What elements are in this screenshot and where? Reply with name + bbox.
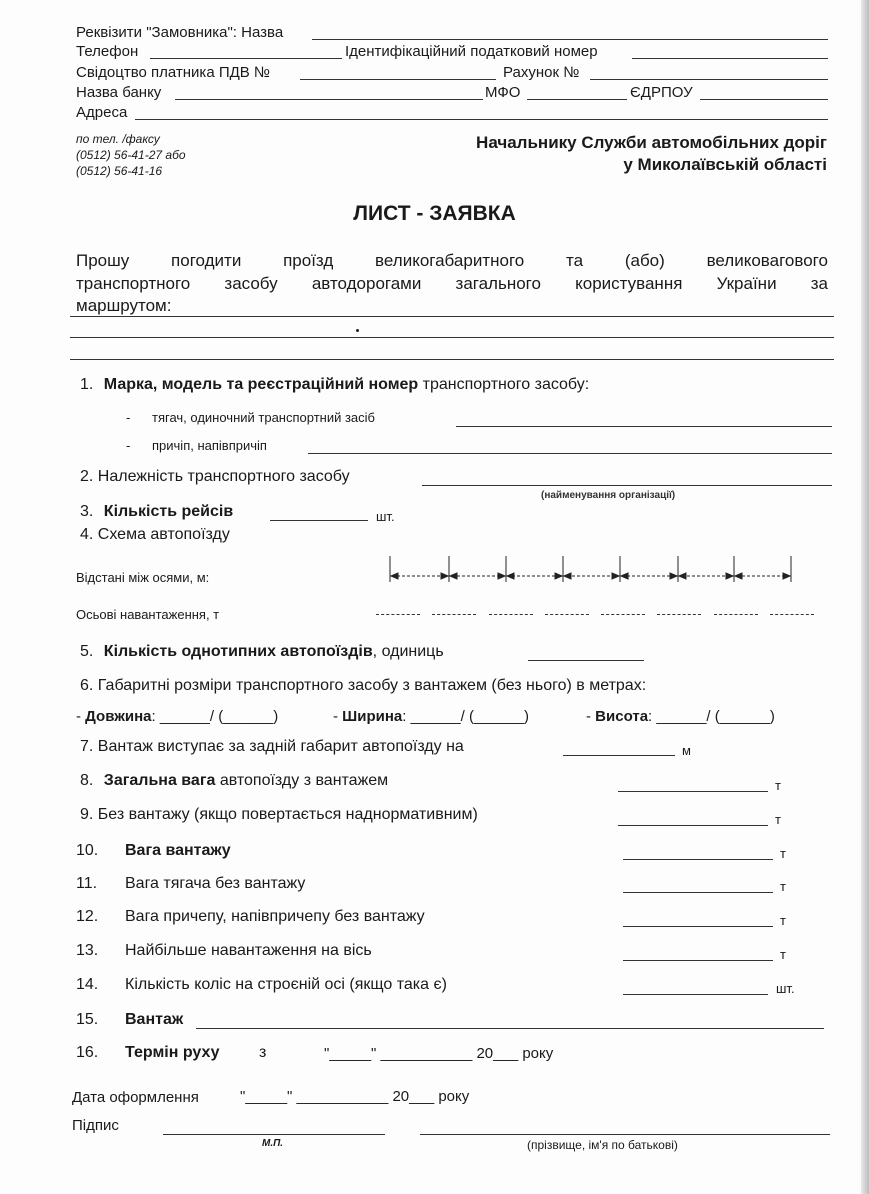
overhang-field[interactable] bbox=[563, 755, 675, 756]
intro-line-3: маршрутом: bbox=[76, 296, 172, 315]
addressee-line-2: у Миколаївській області bbox=[623, 155, 827, 174]
item-11-label: Вага тягача без вантажу bbox=[125, 875, 306, 892]
mfo-field[interactable] bbox=[527, 99, 627, 100]
axle-load-field[interactable] bbox=[601, 614, 645, 615]
intro-word: проїзд bbox=[283, 251, 334, 270]
travel-date-field[interactable]: "_____" ___________ 20___ року bbox=[324, 1045, 554, 1062]
item-1-bold-label: Марка, модель та реєстраційний номер bbox=[103, 376, 419, 393]
width-label: Ширина bbox=[342, 708, 403, 725]
width-dimension bbox=[333, 708, 529, 725]
mfo-label: МФО bbox=[485, 84, 521, 101]
intro-word: погодити bbox=[171, 251, 242, 270]
intro-word: (або) bbox=[624, 251, 665, 270]
vat-cert-field[interactable] bbox=[300, 79, 496, 80]
unit-tonnes: т bbox=[780, 846, 786, 861]
requisites-field[interactable] bbox=[312, 39, 828, 40]
item-6-label: 6. Габаритні розміри транспортного засобу з вантажем (без нього) в метрах: bbox=[80, 677, 647, 694]
item-2-label: 2. Належність транспортного засобу bbox=[80, 468, 350, 485]
length-field[interactable]: : ______/ (______) bbox=[151, 708, 279, 725]
axle-load-fields bbox=[376, 614, 814, 615]
cargo-weight-field[interactable] bbox=[623, 859, 773, 860]
item-15-number: 15. bbox=[76, 1011, 99, 1028]
document-title: ЛИСТ - ЗАЯВКА bbox=[353, 202, 516, 225]
fax-line-1: по тел. /факсу bbox=[76, 132, 160, 146]
route-field-2[interactable] bbox=[70, 337, 834, 338]
cargo-description-field[interactable] bbox=[196, 1028, 824, 1029]
fax-line-2: (0512) 56-41-27 або bbox=[76, 148, 186, 162]
tax-id-field[interactable] bbox=[632, 58, 828, 59]
item-1 bbox=[80, 376, 589, 394]
unit-tonnes: т bbox=[780, 947, 786, 962]
item-14-label: Кількість коліс на строєній осі (якщо така є) bbox=[125, 976, 447, 993]
axle-load-field[interactable] bbox=[376, 614, 420, 615]
item-13-number: 13. bbox=[76, 942, 99, 959]
height-dash: - bbox=[586, 708, 596, 725]
intro-word: Прошу bbox=[76, 251, 130, 270]
tractor-label: тягач, одиночний транспортний засіб bbox=[152, 410, 375, 425]
axle-load-field[interactable] bbox=[545, 614, 589, 615]
intro-word: України bbox=[716, 274, 777, 293]
item-12-number: 12. bbox=[76, 908, 99, 925]
axle-load-field[interactable] bbox=[657, 614, 701, 615]
length-dimension bbox=[76, 708, 278, 725]
dash-marker: - bbox=[126, 410, 131, 425]
tractor-weight-field[interactable] bbox=[623, 892, 773, 893]
edrpou-field[interactable] bbox=[700, 99, 828, 100]
address-field[interactable] bbox=[135, 119, 828, 120]
axle-load-field[interactable] bbox=[714, 614, 758, 615]
ownership-hint: (найменування організації) bbox=[541, 490, 676, 501]
intro-word: за bbox=[810, 274, 828, 293]
dash-marker: - bbox=[126, 438, 131, 453]
phone-field[interactable] bbox=[150, 58, 342, 59]
item-8-number: 8. bbox=[80, 772, 94, 789]
length-label: Довжина bbox=[85, 708, 152, 725]
item-14-number: 14. bbox=[76, 976, 99, 993]
item-11-number: 11. bbox=[76, 875, 98, 892]
width-field[interactable]: : ______/ (______) bbox=[402, 708, 530, 725]
phone-label: Телефон bbox=[76, 43, 139, 60]
ink-dot bbox=[356, 329, 359, 332]
item-8-bold-label: Загальна вага bbox=[103, 772, 216, 789]
addressee-line-1: Начальнику Служби автомобільних доріг bbox=[476, 133, 827, 152]
bank-label: Назва банку bbox=[76, 84, 162, 101]
convoys-count-field[interactable] bbox=[528, 660, 644, 661]
axle-load-field[interactable] bbox=[770, 614, 814, 615]
max-axle-load-field[interactable] bbox=[623, 960, 773, 961]
item-5-bold-label: Кількість однотипних автопоїздів bbox=[103, 643, 373, 660]
intro-line-1 bbox=[76, 251, 828, 271]
item-16-from: з bbox=[259, 1044, 267, 1061]
ownership-field[interactable] bbox=[422, 485, 832, 486]
intro-line-2 bbox=[76, 274, 828, 294]
axle-load-field[interactable] bbox=[489, 614, 533, 615]
item-9-label: 9. Без вантажу (якщо повертається наднормативним) bbox=[80, 806, 478, 823]
requisites-label: Реквізити "Замовника": Назва bbox=[76, 24, 284, 41]
height-field[interactable]: : ______/ (______) bbox=[648, 708, 775, 725]
intro-word: загального bbox=[455, 274, 541, 293]
item-3-bold-label: Кількість рейсів bbox=[103, 503, 234, 520]
item-10-label: Вага вантажу bbox=[125, 842, 231, 859]
intro-word: великовагового bbox=[706, 251, 828, 270]
item-5-label-rest: , одиниць bbox=[372, 643, 444, 660]
signature-field[interactable] bbox=[163, 1134, 385, 1135]
account-field[interactable] bbox=[590, 79, 828, 80]
item-15-label: Вантаж bbox=[125, 1011, 184, 1028]
issue-date-field[interactable]: "_____" ___________ 20___ року bbox=[240, 1088, 470, 1105]
unit-tonnes: т bbox=[775, 778, 781, 793]
intro-word: транспортного bbox=[76, 274, 191, 293]
width-dash: - bbox=[333, 708, 343, 725]
trailer-weight-field[interactable] bbox=[623, 926, 773, 927]
unit-tonnes: т bbox=[780, 913, 786, 928]
axle-load-label: Осьові навантаження, т bbox=[76, 607, 220, 622]
item-7-label: 7. Вантаж виступає за задній габарит автопоїзду на bbox=[80, 738, 464, 755]
route-field-3[interactable] bbox=[70, 359, 834, 360]
total-weight-field[interactable] bbox=[618, 791, 768, 792]
empty-weight-field[interactable] bbox=[618, 825, 768, 826]
item-13-label: Найбільше навантаження на вісь bbox=[125, 942, 372, 959]
item-1-label-rest: транспортного засобу: bbox=[422, 376, 590, 393]
height-dimension bbox=[586, 708, 775, 725]
axle-load-field[interactable] bbox=[432, 614, 476, 615]
item-3-number: 3. bbox=[80, 503, 94, 520]
unit-tonnes: т bbox=[780, 879, 786, 894]
wheel-count-field[interactable] bbox=[623, 994, 768, 995]
item-1-number: 1. bbox=[80, 376, 94, 393]
item-10-number: 10. bbox=[76, 842, 99, 859]
trips-field[interactable] bbox=[270, 520, 368, 521]
unit-tonnes: т bbox=[775, 812, 781, 827]
signature-label: Підпис bbox=[72, 1117, 119, 1134]
intro-word: засобу bbox=[224, 274, 278, 293]
item-16-label: Термін руху bbox=[125, 1044, 220, 1061]
item-4-label: 4. Схема автопоїзду bbox=[80, 526, 230, 543]
edrpou-label: ЄДРПОУ bbox=[630, 84, 693, 101]
intro-word: та bbox=[566, 251, 584, 270]
tractor-field[interactable] bbox=[456, 426, 832, 427]
address-label: Адреса bbox=[76, 104, 128, 121]
item-16-number: 16. bbox=[76, 1044, 99, 1061]
length-dash: - bbox=[76, 708, 86, 725]
item-5 bbox=[80, 643, 444, 661]
signer-name-field[interactable] bbox=[420, 1134, 830, 1135]
account-label: Рахунок № bbox=[503, 64, 580, 81]
vat-cert-label: Свідоцтво платника ПДВ № bbox=[76, 64, 271, 81]
trailer-label: причіп, напівпричіп bbox=[152, 438, 267, 453]
issue-date-label: Дата оформлення bbox=[72, 1089, 199, 1106]
signer-name-hint: (прізвище, ім'я по батькові) bbox=[527, 1138, 678, 1152]
wheel-count-unit: шт. bbox=[776, 981, 795, 996]
overhang-unit: м bbox=[682, 743, 691, 758]
page-edge bbox=[861, 0, 869, 1194]
item-5-number: 5. bbox=[80, 643, 94, 660]
axle-distance-label: Відстані між осями, м: bbox=[76, 570, 210, 585]
stamp-placeholder: М.П. bbox=[262, 1138, 284, 1149]
tax-id-label: Ідентифікаційний податковий номер bbox=[345, 43, 598, 60]
item-8 bbox=[80, 772, 388, 790]
trips-unit: шт. bbox=[376, 509, 395, 524]
bank-field[interactable] bbox=[175, 99, 483, 100]
trailer-field[interactable] bbox=[308, 453, 832, 454]
item-12-label: Вага причепу, напівпричепу без вантажу bbox=[125, 908, 425, 925]
intro-word: автодорогами bbox=[311, 274, 422, 293]
height-label: Висота bbox=[595, 708, 649, 725]
item-3 bbox=[80, 503, 233, 521]
fax-line-3: (0512) 56-41-16 bbox=[76, 164, 163, 178]
intro-word: користування bbox=[575, 274, 683, 293]
item-8-label-rest: автопоїзду з вантажем bbox=[215, 772, 389, 789]
route-field-1[interactable] bbox=[70, 316, 834, 317]
intro-word: великогабаритного bbox=[375, 251, 525, 270]
